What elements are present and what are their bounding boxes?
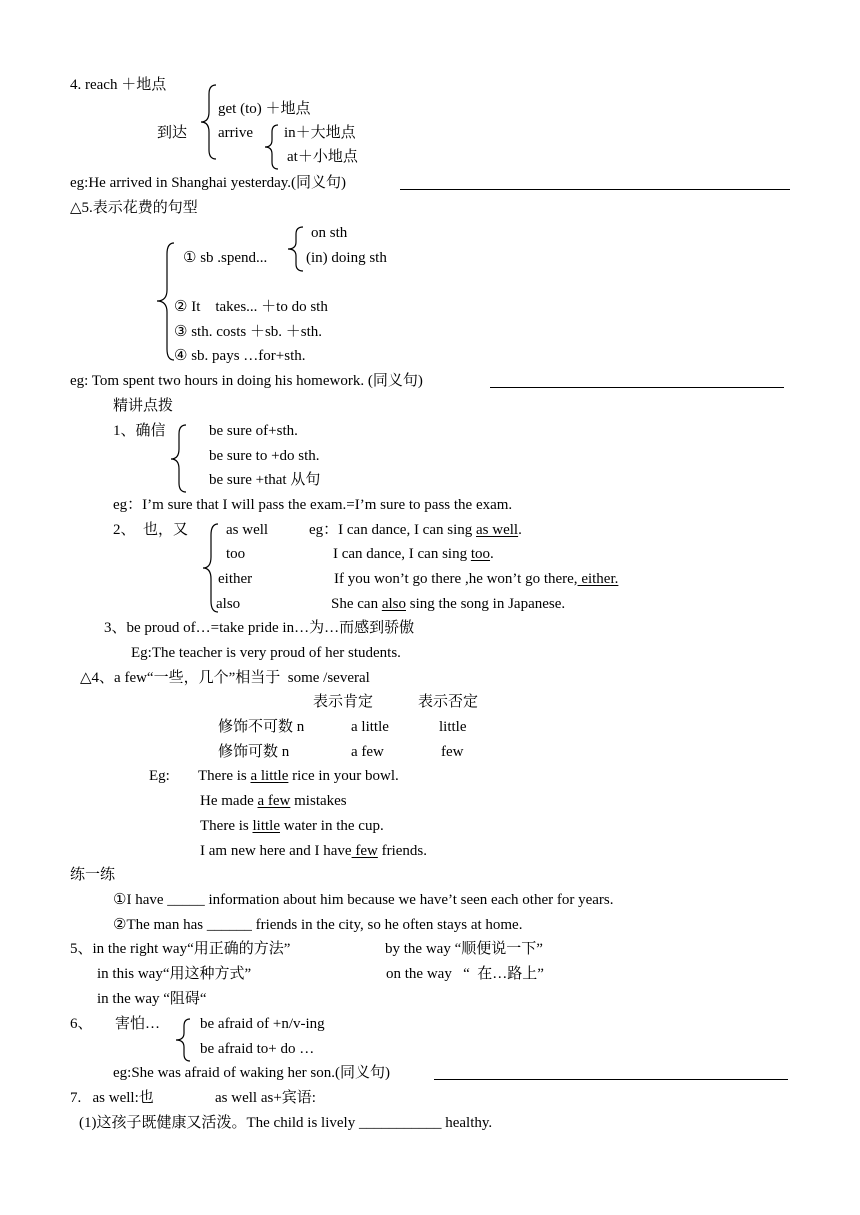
s5b-in-the-way: in the way “阻碍“ bbox=[97, 991, 207, 1007]
jj-p2-example-1 bbox=[309, 521, 522, 539]
s5-spend-doing: (in) doing sth bbox=[306, 250, 387, 266]
s4b-example-4 bbox=[200, 842, 427, 860]
jj-p2-example-3-text: If you won’t go there ,he won’t go there, bbox=[334, 571, 578, 587]
s4b-example-1-end: rice in your bowl. bbox=[288, 768, 399, 784]
s5-answer-blank bbox=[490, 387, 784, 388]
jj-p2-example-3 bbox=[334, 570, 618, 588]
s4-sub-brace bbox=[262, 124, 282, 170]
s5b-right-way: 5、in the right way“用正确的方法” bbox=[70, 941, 291, 957]
s5-pays: ④ sb. pays …for+sth. bbox=[174, 348, 306, 364]
jj-p1-brace bbox=[166, 424, 190, 494]
jj-p2-example-2-text: I can dance, I can sing bbox=[333, 546, 471, 562]
s4-option-get: get (to) ＋地点 bbox=[218, 101, 311, 117]
s5-costs: ③ sth. costs ＋sb. ＋sth. bbox=[174, 324, 323, 340]
s5b-by-the-way: by the way “顺便说一下” bbox=[385, 941, 543, 957]
s4b-example-1-text: There is bbox=[198, 768, 251, 784]
jj-p2-label: 2、 也，又 bbox=[113, 522, 189, 538]
s4-label: 到达 bbox=[157, 125, 188, 141]
jj-p2-example-2-underlined: too bbox=[470, 546, 491, 562]
s4-option-arrive: arrive bbox=[218, 125, 253, 141]
s7-heading-a: 7. as well:也 bbox=[70, 1090, 154, 1106]
s6-example: eg:She was afraid of waking her son.(同义句) bbox=[113, 1065, 391, 1081]
s4b-example-2-underlined: a few bbox=[257, 793, 291, 809]
jj-p2-aswell: as well bbox=[226, 522, 269, 538]
jj-p2-example-1-text: eg：I can dance, I can sing bbox=[309, 522, 477, 538]
s4b-col-negative: 表示否定 bbox=[418, 694, 479, 710]
jj-p2-example-1-end: . bbox=[518, 522, 522, 538]
jj-p1-example: eg：I’m sure that I will pass the exam.=I’m sure to pass the exam. bbox=[113, 497, 513, 513]
s4b-example-2-end: mistakes bbox=[290, 793, 347, 809]
s4b-example-4-text: I am new here and I have bbox=[200, 843, 352, 859]
s6-answer-blank bbox=[434, 1079, 788, 1080]
s4-sub-at: at＋小地点 bbox=[287, 149, 358, 165]
jj-p2-example-4-end: sing the song in Japanese. bbox=[406, 596, 566, 612]
practice-question-2: ②The man has ______ friends in the city, so he often stays at home. bbox=[113, 917, 523, 933]
s4-example: eg:He arrived in Shanghai yesterday.(同义句) bbox=[70, 175, 347, 191]
jj-p2-too: too bbox=[226, 546, 246, 562]
s4b-example-4-underlined: few bbox=[351, 843, 378, 859]
s4b-eg-label: Eg: bbox=[149, 768, 170, 784]
jj-p1-a: be sure of+sth. bbox=[209, 423, 298, 439]
jj-p1-b: be sure to +do sth. bbox=[209, 448, 320, 464]
s6-label: 6、 害怕… bbox=[70, 1016, 161, 1032]
jj-p3: 3、be proud of…=take pride in…为…而感到骄傲 bbox=[104, 620, 415, 636]
s5-spend-on: on sth bbox=[311, 225, 348, 241]
s6-brace bbox=[172, 1018, 194, 1062]
jj-p2-example-4-underlined: also bbox=[381, 596, 406, 612]
s6-option-b: be afraid to+ do … bbox=[200, 1041, 315, 1057]
jj-p2-example-3-underlined: either. bbox=[577, 571, 619, 587]
s4b-row1-positive: a little bbox=[351, 719, 389, 735]
s4b-example-4-end: friends. bbox=[377, 843, 427, 859]
jj-p2-also: also bbox=[216, 596, 241, 612]
jj-p2-example-4-text: She can bbox=[331, 596, 382, 612]
s4b-example-2 bbox=[200, 792, 347, 810]
s5b-this-way: in this way“用这种方式” bbox=[97, 966, 252, 982]
jj-p2-example-2-end: . bbox=[490, 546, 494, 562]
s4-answer-blank bbox=[400, 189, 790, 190]
s7-question-1: (1)这孩子既健康又活泼。The child is lively ___________ healthy. bbox=[79, 1115, 493, 1131]
s4-heading: 4. reach ＋地点 bbox=[70, 77, 167, 93]
s7-heading-b: as well as+宾语: bbox=[215, 1090, 316, 1106]
practice-question-1: ①I have _____ information about him because we have’t seen each other for years. bbox=[113, 892, 614, 908]
s6-option-a: be afraid of +n/v-ing bbox=[200, 1016, 325, 1032]
s5-example: eg: Tom spent two hours in doing his homework. (同义句) bbox=[70, 373, 423, 389]
s4b-example-3-end: water in the cup. bbox=[279, 818, 384, 834]
s4b-row1-label: 修饰不可数 n bbox=[218, 719, 305, 735]
s4b-row2-negative: few bbox=[441, 744, 464, 760]
s5-spend-brace bbox=[283, 226, 307, 272]
s5-spend: ① sb .spend... bbox=[183, 250, 268, 266]
jj-title: 精讲点拨 bbox=[113, 398, 174, 414]
practice-title: 练一练 bbox=[70, 867, 116, 883]
s4b-example-2-text: He made bbox=[200, 793, 258, 809]
s4b-example-3-text: There is bbox=[200, 818, 253, 834]
jj-p2-example-4 bbox=[331, 595, 565, 613]
jj-p2-either: either bbox=[218, 571, 253, 587]
s5-heading: △5.表示花费的句型 bbox=[70, 200, 198, 216]
s4b-example-1 bbox=[198, 767, 399, 785]
s4b-heading: △4、a few“一些，几个”相当于 some /several bbox=[80, 670, 370, 686]
s4b-example-3-underlined: little bbox=[252, 818, 280, 834]
s5-takes: ② It takes... ＋to do sth bbox=[174, 299, 328, 315]
jj-p1-label: 1、确信 bbox=[113, 423, 166, 439]
jj-p2-example-2 bbox=[333, 545, 494, 563]
s4b-row2-positive: a few bbox=[351, 744, 384, 760]
jj-p3-example: Eg:The teacher is very proud of her students. bbox=[131, 645, 401, 661]
s4-sub-in: in＋大地点 bbox=[284, 125, 356, 141]
s5b-on-the-way: on the way “ 在…路上” bbox=[386, 966, 544, 982]
s4b-col-positive: 表示肯定 bbox=[313, 694, 374, 710]
jj-p2-example-1-underlined: as well bbox=[476, 522, 519, 538]
s4-brace bbox=[196, 84, 220, 160]
s4b-row2-label: 修饰可数 n bbox=[218, 744, 290, 760]
s4b-row1-negative: little bbox=[439, 719, 467, 735]
s4b-example-1-underlined: a little bbox=[250, 768, 289, 784]
jj-p1-c: be sure +that 从句 bbox=[209, 472, 321, 488]
s4b-example-3 bbox=[200, 817, 384, 835]
